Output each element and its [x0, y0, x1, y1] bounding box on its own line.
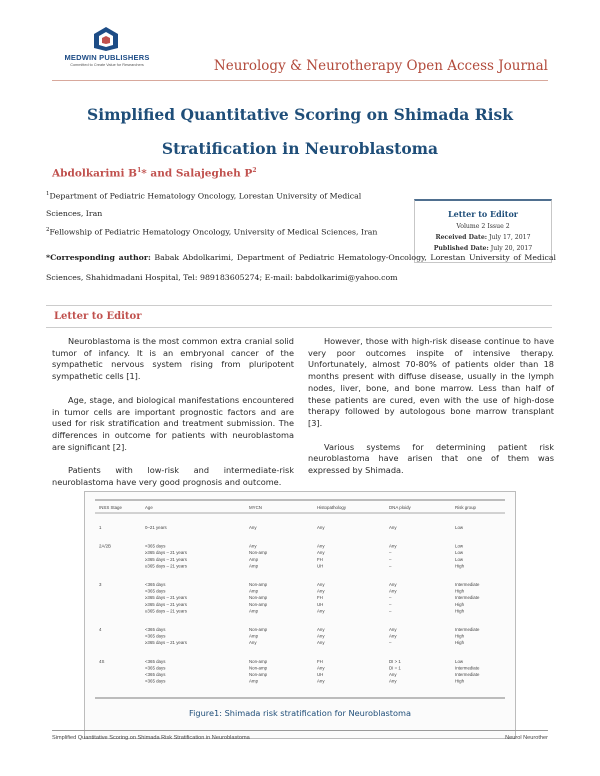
table-cell: Any	[389, 582, 397, 587]
footer-journal-abbrev: Neurol Neurother	[505, 735, 548, 741]
table-cell: ≥365 days – 21 years	[145, 550, 187, 556]
affiliation-2	[46, 222, 396, 241]
table-cell: High	[455, 588, 465, 594]
table-cell: 1	[99, 525, 102, 530]
table-header-cell: Risk group	[455, 505, 476, 510]
publisher-logo-icon	[92, 26, 120, 52]
table-cell: Non-amp	[249, 595, 268, 601]
table-cell: Amp	[249, 608, 259, 614]
table-cell: <365 days	[145, 582, 166, 587]
table-cell: ≥365 days – 21 years	[145, 601, 187, 607]
table-cell: –	[389, 556, 392, 562]
table-cell: High	[455, 633, 465, 639]
volume-issue: Volume 2 Issue 2	[456, 223, 510, 230]
table-cell: Any	[389, 588, 397, 594]
corresponding-label: *Corresponding author:	[46, 253, 151, 262]
table-cell: Non-amp	[249, 627, 268, 632]
table-cell: Any	[249, 525, 257, 530]
affiliation-number: 1	[46, 191, 50, 197]
table-cell: 2A/2B	[99, 543, 111, 549]
affiliation-number: 2	[46, 226, 50, 233]
publisher-name: MEDWIN PUBLISHERS	[64, 53, 150, 62]
journal-title: Neurology & Neurotherapy Open Access Journal	[213, 58, 548, 74]
paragraph: Various systems for determining patient risk neuroblastoma have arisen that one of them was expressed by Shimada.	[308, 441, 554, 476]
table-cell: ≥365 days – 21 years	[145, 608, 187, 614]
table-cell: Non-amp	[249, 672, 268, 677]
table-cell: Low	[455, 556, 464, 562]
table-cell: 0–21 years	[145, 525, 167, 530]
table-cell: –	[389, 550, 392, 556]
affiliation-1	[46, 186, 396, 222]
table-cell: 3	[99, 582, 102, 587]
footer-article-title: Simplified Quantitative Scoring on Shimada Risk Stratification in Neuroblastoma	[52, 735, 250, 741]
table-cell: –	[389, 640, 392, 646]
table-cell: <365 days	[145, 678, 166, 684]
table-cell: ≥365 days – 21 years	[145, 640, 187, 646]
publisher-logo	[52, 26, 162, 76]
table-cell: –	[389, 595, 392, 601]
table-cell: Any	[317, 582, 325, 587]
table-cell: Any	[317, 550, 325, 556]
table-cell: Low	[455, 658, 464, 664]
table-cell: UH	[317, 601, 324, 607]
table-cell: FH	[317, 556, 323, 562]
table-cell: <365 days	[145, 588, 166, 594]
table-cell: <365 days	[145, 665, 166, 671]
table-cell: High	[455, 601, 465, 607]
table-cell: Any	[389, 678, 397, 684]
article-title: Simplified Quantitative Scoring on Shimada Risk Stratification in Neuroblastoma	[87, 105, 513, 158]
shimada-risk-table	[93, 498, 507, 704]
table-cell: DI > 1	[389, 658, 401, 664]
publisher-tagline: Committed to Create Value for Researchers	[70, 63, 144, 67]
table-cell: Any	[317, 627, 325, 632]
table-header-cell: INSS Stage	[99, 505, 122, 510]
table-cell: ≥365 days – 21 years	[145, 556, 187, 562]
table-cell: Intermediate	[455, 627, 480, 632]
received-label: Received Date:	[435, 234, 488, 241]
paragraph: Age, stage, and biological manifestations encountered in tumor cells are important prognostic factors and are used for risk stratification and treatment submission. The differences in outcome for patients with neuroblastoma are significant [2].	[52, 394, 294, 452]
footer-divider	[52, 730, 548, 731]
author-2-affil: 2	[252, 167, 257, 174]
table-cell: Amp	[249, 556, 259, 562]
table-cell: UH	[317, 563, 324, 569]
paragraph: Neuroblastoma is the most common extra cranial solid tumor of infancy. It is an embryonal cancer of the sympathetic nervous system rising from pluripotent sympathetic cells [1].	[52, 336, 294, 382]
section-heading: Letter to Editor	[46, 305, 552, 328]
table-cell: Non-amp	[249, 601, 268, 607]
table-cell: Any	[389, 543, 397, 549]
table-cell: <365 days	[145, 543, 166, 549]
table-cell: Intermediate	[455, 582, 480, 587]
table-header-cell: DNA ploidy	[389, 505, 411, 510]
authors	[52, 167, 257, 180]
published-label: Published Date:	[433, 245, 489, 252]
table-cell: Any	[249, 543, 257, 549]
table-cell: <365 days	[145, 627, 166, 632]
table-cell: Any	[389, 672, 397, 677]
table-header-cell: Histopathology	[317, 505, 347, 510]
received-date	[415, 234, 551, 241]
table-header-cell: Age	[145, 505, 153, 510]
table-cell: Low	[455, 550, 464, 556]
table-cell: Low	[455, 525, 464, 530]
body-column-right	[308, 336, 554, 489]
affiliation-text: Fellowship of Pediatric Hematology Oncology, University of Medical Sciences, Iran	[49, 227, 378, 237]
table-cell: DI = 1	[389, 665, 401, 671]
figure-caption: Figure1: Shimada risk stratification for Neuroblastoma	[189, 708, 411, 718]
author-1-affil: 1	[137, 167, 142, 174]
table-cell: 4	[99, 627, 102, 632]
table-cell: Intermediate	[455, 595, 480, 601]
table-cell: Any	[389, 627, 397, 632]
table-cell: Non-amp	[249, 658, 268, 664]
author-1: Abdolkarimi B	[52, 167, 138, 180]
paragraph: However, those with high-risk disease continue to have very poor outcomes inspite of intensive therapy. Unfortunately, almost 70-80% of patients older than 18 months present with diffuse disease, usually in the lymph nodes, liver, bone, and bone marrow. Less than half of these patients are cured, even with the use of high-dose therapy followed by autologous bone marrow transplant [3].	[308, 336, 554, 428]
table-cell: ≥365 days – 21 years	[145, 563, 187, 569]
table-cell: Any	[317, 543, 325, 549]
article-type: Letter to Editor	[448, 209, 518, 219]
table-cell: FH	[317, 595, 323, 601]
table-cell: Intermediate	[455, 672, 480, 677]
table-header-cell: MYCN	[249, 505, 262, 510]
table-cell: High	[455, 608, 465, 614]
table-cell: High	[455, 640, 465, 646]
table-cell: Any	[317, 665, 325, 671]
corresponding-text: Babak Abdolkarimi, Department of Pediatric Hematology-Oncology, Lorestan University of Medical Sciences, Shahidmadani Hospital, Tel: 989183605274; E-mail: babdolkarimi@yahoo.com	[46, 253, 557, 282]
table-cell: Amp	[249, 633, 259, 639]
header-divider	[52, 80, 548, 81]
table-cell: –	[389, 608, 392, 614]
table-cell: Amp	[249, 678, 259, 684]
table-cell: Intermediate	[455, 665, 480, 671]
author-2: * and Salajegheh P	[141, 167, 253, 180]
body-column-left	[52, 336, 294, 501]
table-cell: –	[389, 601, 392, 607]
table-cell: Amp	[249, 588, 259, 594]
table-cell: Any	[317, 633, 325, 639]
table-cell: Amp	[249, 563, 259, 569]
table-cell: UH	[317, 672, 324, 677]
paragraph: Patients with low-risk and intermediate-risk neuroblastoma have very good prognosis and outcome.	[52, 465, 294, 488]
table-cell: <365 days	[145, 633, 166, 639]
table-cell: Low	[455, 543, 464, 549]
received-value: July 17, 2017	[487, 234, 531, 241]
table-cell: High	[455, 563, 465, 569]
table-cell: Non-amp	[249, 665, 268, 671]
table-cell: Any	[389, 525, 397, 530]
figure-1	[84, 491, 516, 739]
table-cell: <365 days	[145, 658, 166, 664]
table-cell: Any	[317, 588, 325, 594]
table-cell: Any	[389, 633, 397, 639]
table-cell: Non-amp	[249, 582, 268, 587]
table-cell: Any	[317, 640, 325, 646]
table-cell: –	[389, 563, 392, 569]
table-cell: Any	[317, 608, 325, 614]
published-value: July 20, 2017	[488, 245, 533, 252]
table-cell: Any	[249, 640, 257, 646]
affiliations	[46, 186, 396, 240]
table-cell: Any	[317, 525, 325, 530]
table-cell: FH	[317, 658, 323, 664]
affiliation-text: Department of Pediatric Hematology Oncology, Lorestan University of Medical Sciences, Iran	[46, 191, 362, 218]
table-cell: Non-amp	[249, 550, 268, 556]
corresponding-author	[46, 248, 556, 288]
table-cell: Any	[317, 678, 325, 684]
table-cell: 4S	[99, 658, 105, 664]
table-cell: High	[455, 678, 465, 684]
table-cell: <365 days	[145, 672, 166, 677]
table-cell: ≥365 days – 21 years	[145, 595, 187, 601]
